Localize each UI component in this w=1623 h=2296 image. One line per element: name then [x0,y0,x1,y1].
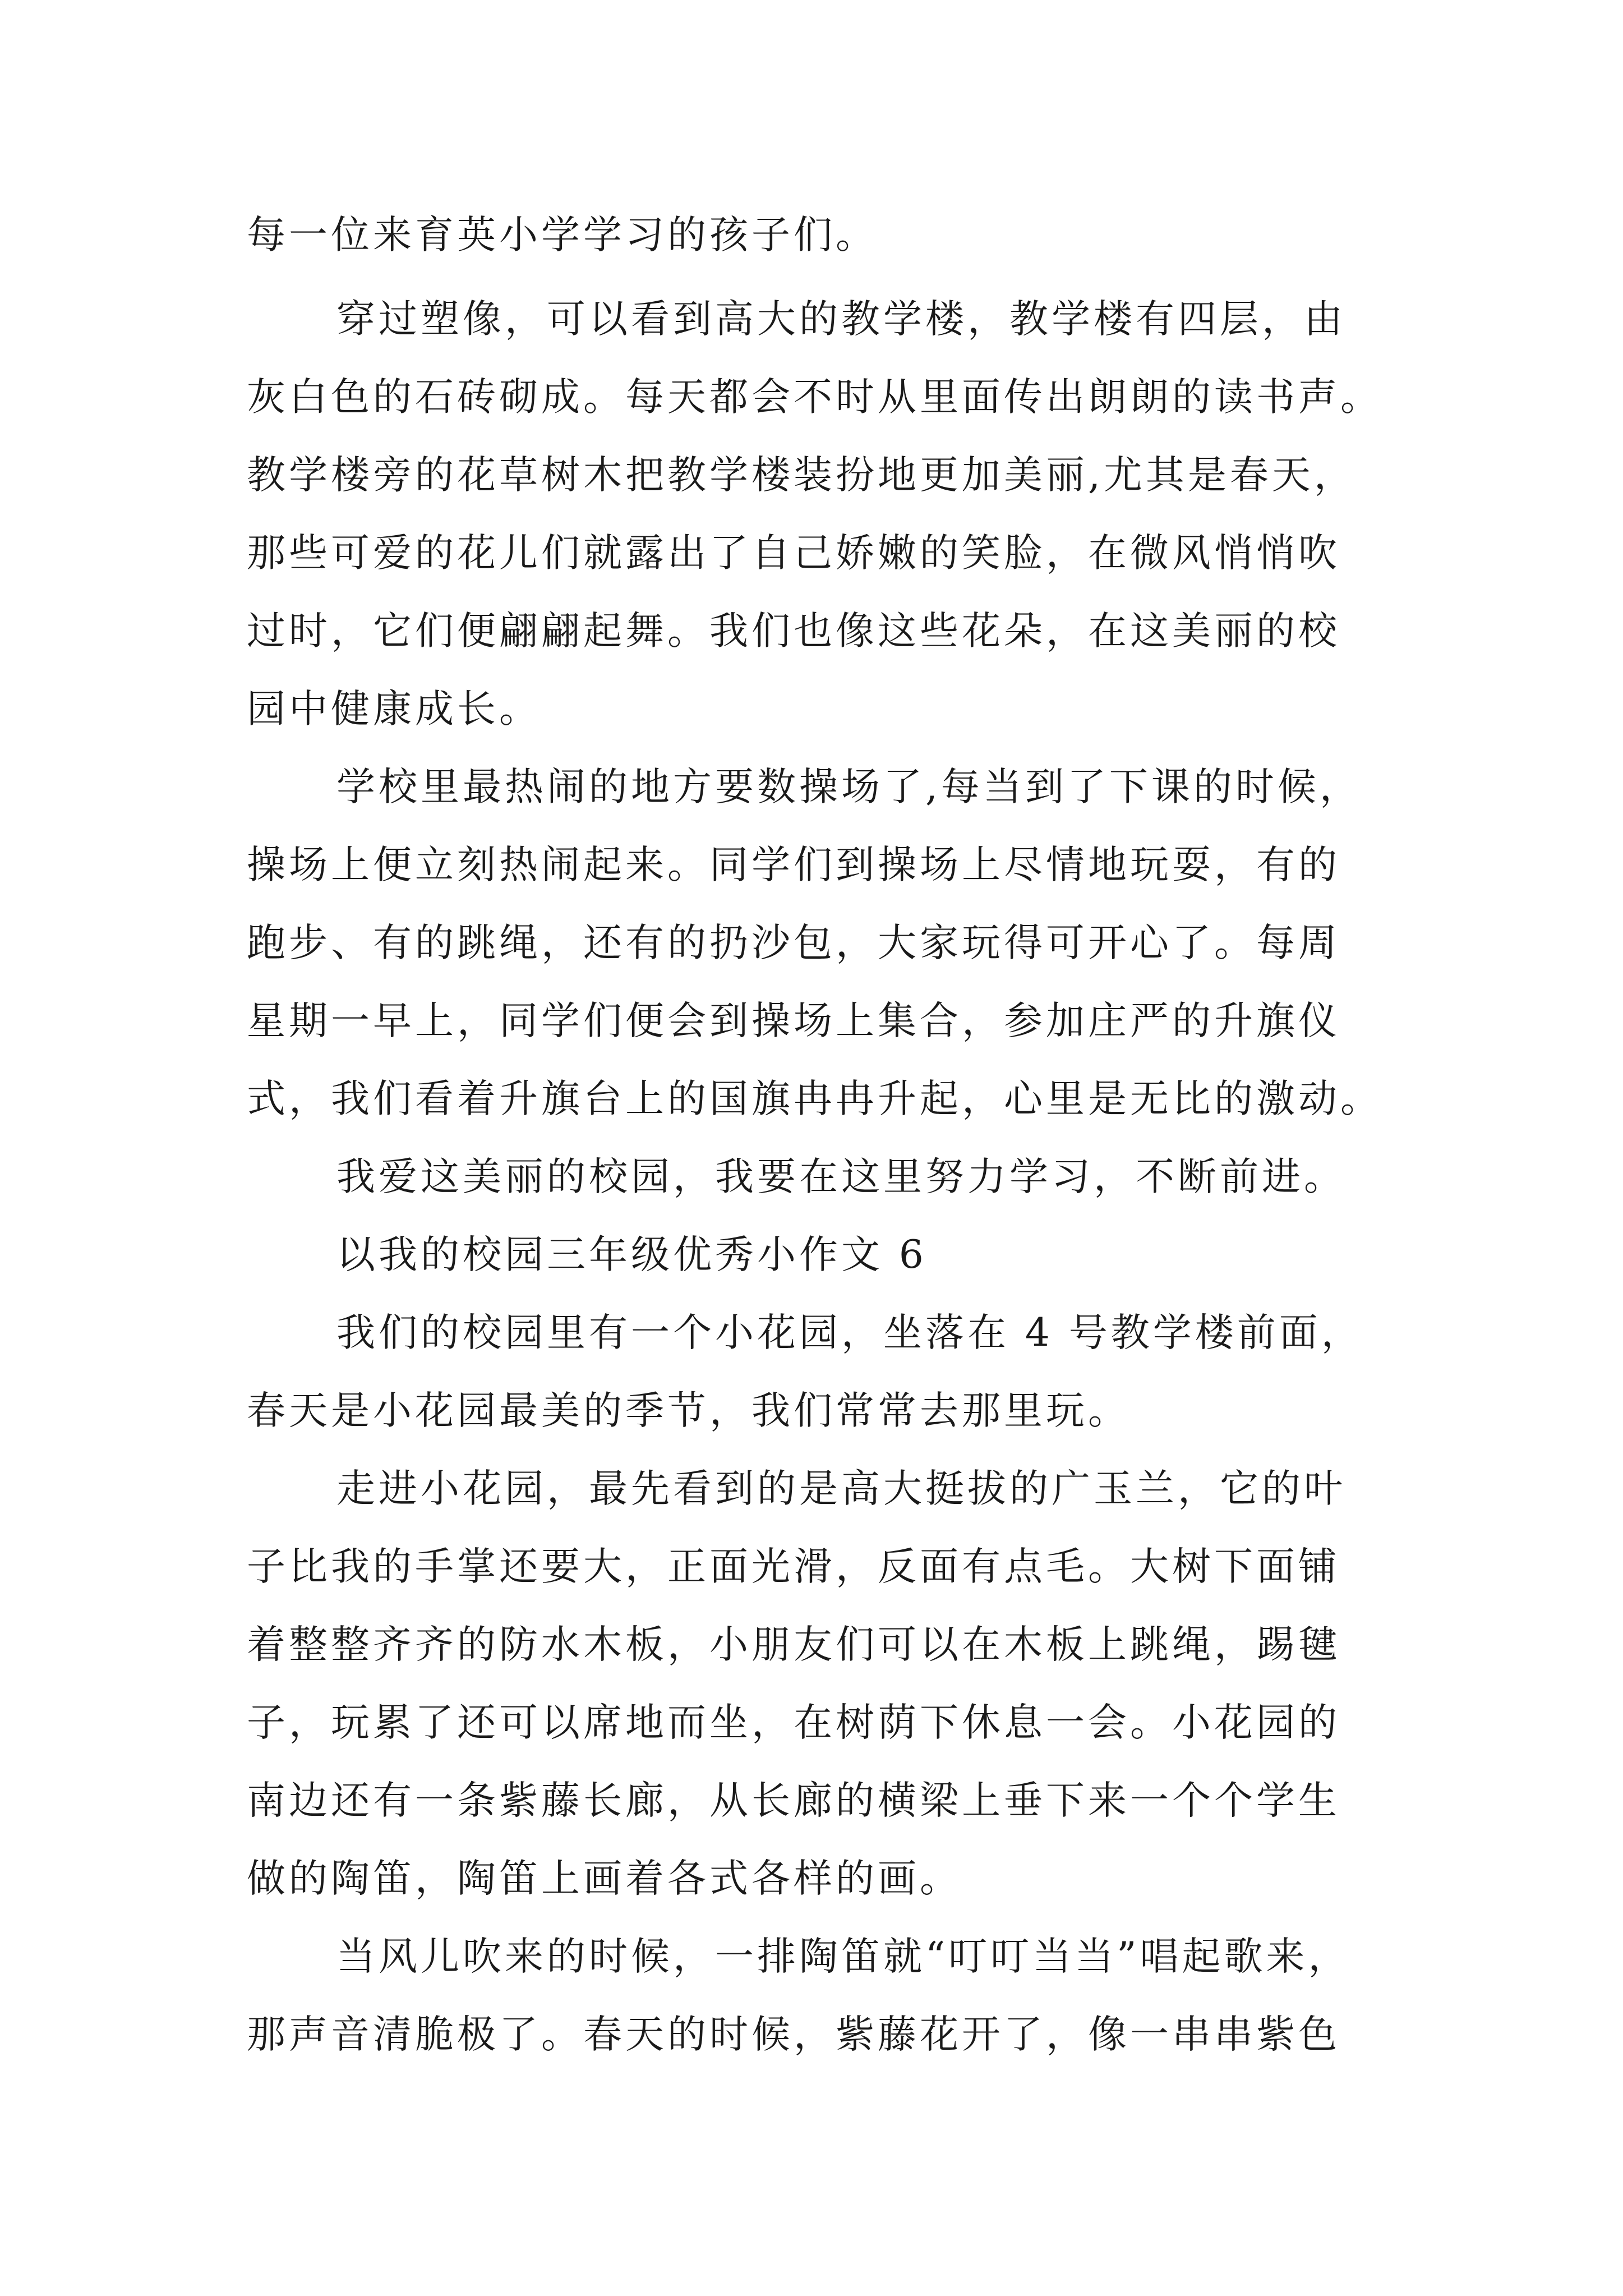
text-line: 那声音清脆极了。春天的时候，紫藤花开了，像一串串紫色 [247,2012,1340,2057]
text-line: 当风儿吹来的时候，一排陶笛就“叮叮当当”唱起歌来， [336,1934,1350,1979]
text-line: 学校里最热闹的地方要数操场了,每当到了下课的时候， [336,765,1362,809]
text-line: 南边还有一条紫藤长廊，从长廊的横梁上垂下来一个个学生 [247,1778,1340,1823]
text-line: 跑步、有的跳绳，还有的扔沙包，大家玩得可开心了。每周 [247,921,1340,965]
text-line: 星期一早上，同学们便会到操场上集合，参加庄严的升旗仪 [247,999,1340,1043]
text-line: 我们的校园里有一个小花园，坐落在 4 号教学楼前面， [336,1310,1363,1355]
text-line: 灰白色的石砖砌成。每天都会不时从里面传出朗朗的读书声。 [247,375,1382,420]
text-line: 每一位来育英小学学习的孩子们。 [247,213,878,257]
text-line: 子，玩累了还可以席地而坐，在树荫下休息一会。小花园的 [247,1700,1340,1745]
text-line: 穿过塑像，可以看到高大的教学楼，教学楼有四层，由 [336,297,1346,342]
text-line: 那些可爱的花儿们就露出了自己娇嫩的笑脸，在微风悄悄吹 [247,531,1340,576]
text-line: 我爱这美丽的校园，我要在这里努力学习，不断前进。 [336,1154,1346,1199]
section-heading: 以我的校园三年级优秀小作文 6 [336,1232,927,1277]
text-line: 园中健康成长。 [247,687,541,731]
text-line: 子比我的手掌还要大，正面光滑，反面有点毛。大树下面铺 [247,1544,1340,1589]
text-line: 操场上便立刻热闹起来。同学们到操场上尽情地玩耍，有的 [247,843,1340,887]
text-line: 教学楼旁的花草树木把教学楼装扮地更加美丽,尤其是春天， [247,453,1356,498]
text-line: 着整整齐齐的防水木板，小朋友们可以在木板上跳绳，踢毽 [247,1622,1340,1667]
text-line: 春天是小花园最美的季节，我们常常去那里玩。 [247,1388,1130,1433]
text-line: 过时，它们便翩翩起舞。我们也像这些花朵，在这美丽的校 [247,609,1340,654]
text-line: 做的陶笛，陶笛上画着各式各样的画。 [247,1856,962,1901]
text-line: 走进小花园，最先看到的是高大挺拔的广玉兰，它的叶 [336,1466,1346,1511]
text-line: 式，我们看着升旗台上的国旗冉冉升起，心里是无比的激动。 [247,1076,1382,1121]
